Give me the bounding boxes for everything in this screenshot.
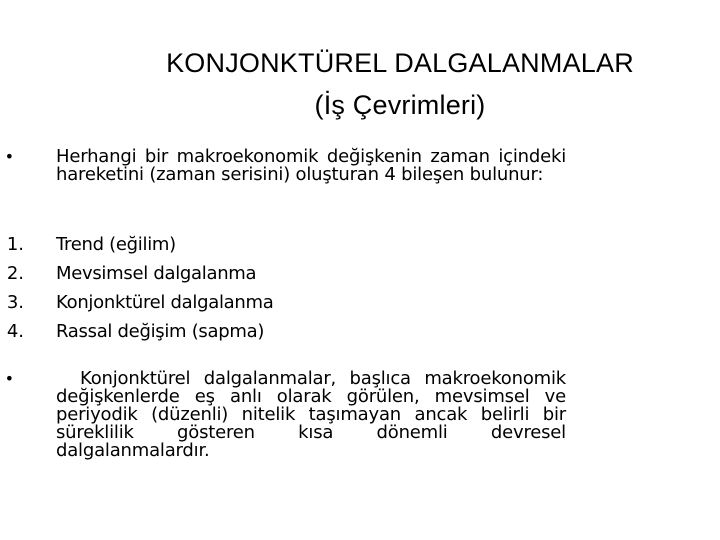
bullet-marker: • — [4, 147, 14, 166]
list-number: 4. — [6, 321, 24, 342]
list-label: Rassal değişim (sapma) — [56, 321, 265, 342]
definition-text: Konjonktürel dalgalanmalar, başlıca makroekonomik değişkenlerde eş anlı olarak görülen, mevsimsel ve periyodik (düzenli) nitelik taşımayan ancak belirli bir süreklilik gösteren kısa dönemli devresel dalgalanmalardır. — [56, 368, 566, 461]
list-number: 1. — [6, 234, 24, 255]
list-number: 3. — [6, 292, 24, 313]
list-label: Trend (eğilim) — [56, 234, 176, 255]
list-item — [0, 321, 720, 350]
slide-title — [80, 42, 720, 126]
list-item — [0, 263, 720, 292]
intro-text: Herhangi bir makroekonomik değişkenin zaman içindeki hareketini (zaman serisini) oluşturan 4 bileşen bulunur: — [56, 146, 566, 185]
list-label: Mevsimsel dalgalanma — [56, 263, 257, 284]
title-line-2: (İş Çevrimleri) — [314, 90, 486, 120]
title-line-1: KONJONKTÜREL DALGALANMALAR — [166, 48, 634, 78]
definition-paragraph — [56, 370, 566, 460]
list-item — [0, 292, 720, 321]
list-label: Konjonktürel dalgalanma — [56, 292, 274, 313]
bullet-marker: • — [4, 369, 14, 388]
list-number: 2. — [6, 263, 24, 284]
list-item — [0, 234, 720, 263]
